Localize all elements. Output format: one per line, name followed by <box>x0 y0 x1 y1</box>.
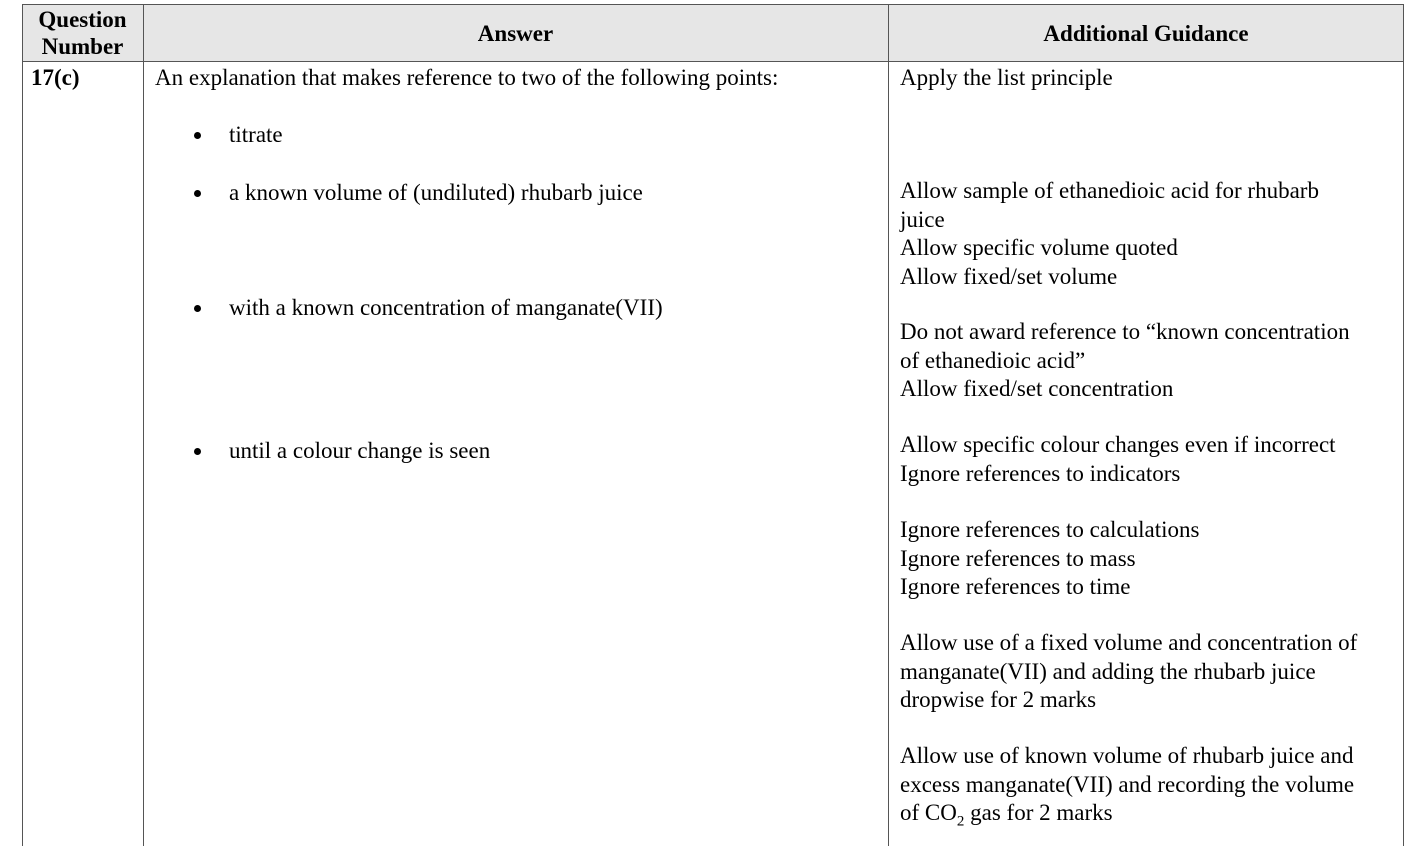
guidance-line: Ignore references to time <box>900 574 1131 599</box>
guidance-line: Apply the list principle <box>900 65 1113 90</box>
guidance-line <box>900 799 1354 836</box>
guidance-text: gas for 2 marks <box>964 800 1113 825</box>
guidance-block-co2-gas <box>900 742 1354 836</box>
guidance-block-fixed-volume <box>900 629 1357 715</box>
guidance-line: Allow fixed/set volume <box>900 263 1118 289</box>
guidance-line: Allow specific colour changes even if incorrect <box>900 432 1336 457</box>
header-answer: Answer <box>477 21 554 46</box>
guidance-line: Ignore references to mass <box>900 545 1136 571</box>
header-question-label: Question <box>38 7 127 32</box>
guidance-block-colour-change <box>900 431 1336 488</box>
guidance-line: dropwise for 2 marks <box>900 687 1097 712</box>
guidance-line: Allow fixed/set concentration <box>900 376 1174 401</box>
guidance-block-volume <box>900 177 1319 291</box>
answer-point-known-volume: a known volume of (undiluted) rhubarb juice <box>229 180 643 205</box>
guidance-line: Do not award reference to “known concentration <box>900 319 1350 344</box>
guidance-line: excess manganate(VII) and recording the volume <box>900 771 1355 797</box>
column-divider-2 <box>888 4 889 846</box>
answer-intro: An explanation that makes reference to two of the following points: <box>155 65 779 90</box>
guidance-line: Allow use of known volume of rhubarb juice and <box>900 743 1354 768</box>
answer-point-known-concentration: with a known concentration of manganate(VII) <box>229 295 663 320</box>
bullet-icon <box>194 132 201 139</box>
guidance-line: juice <box>900 206 945 232</box>
guidance-line: Ignore references to indicators <box>900 460 1181 486</box>
guidance-block-concentration <box>900 318 1350 404</box>
guidance-line: Allow sample of ethanedioic acid for rhubarb <box>900 178 1319 203</box>
header-additional-guidance: Additional Guidance <box>1043 21 1249 46</box>
answer-point-titrate: titrate <box>229 122 283 147</box>
header-question-number <box>22 6 143 60</box>
subscript-two: 2 <box>956 813 965 830</box>
bullet-icon <box>194 305 201 312</box>
header-number-label: Number <box>41 34 124 59</box>
guidance-text: of CO <box>900 800 957 825</box>
guidance-line: Ignore references to calculations <box>900 517 1200 542</box>
guidance-line: Allow specific volume quoted <box>900 235 1178 260</box>
bullet-icon <box>194 190 201 197</box>
guidance-block-list-principle <box>900 64 1113 93</box>
guidance-line: manganate(VII) and adding the rhubarb juice <box>900 658 1316 684</box>
guidance-line: Allow use of a fixed volume and concentration of <box>900 630 1358 655</box>
answer-point-colour-change: until a colour change is seen <box>229 438 491 463</box>
guidance-line: of ethanedioic acid” <box>900 347 1086 373</box>
guidance-block-ignore <box>900 516 1199 602</box>
bullet-icon <box>194 448 201 455</box>
question-number: 17(c) <box>31 65 80 90</box>
column-divider-1 <box>143 4 144 846</box>
